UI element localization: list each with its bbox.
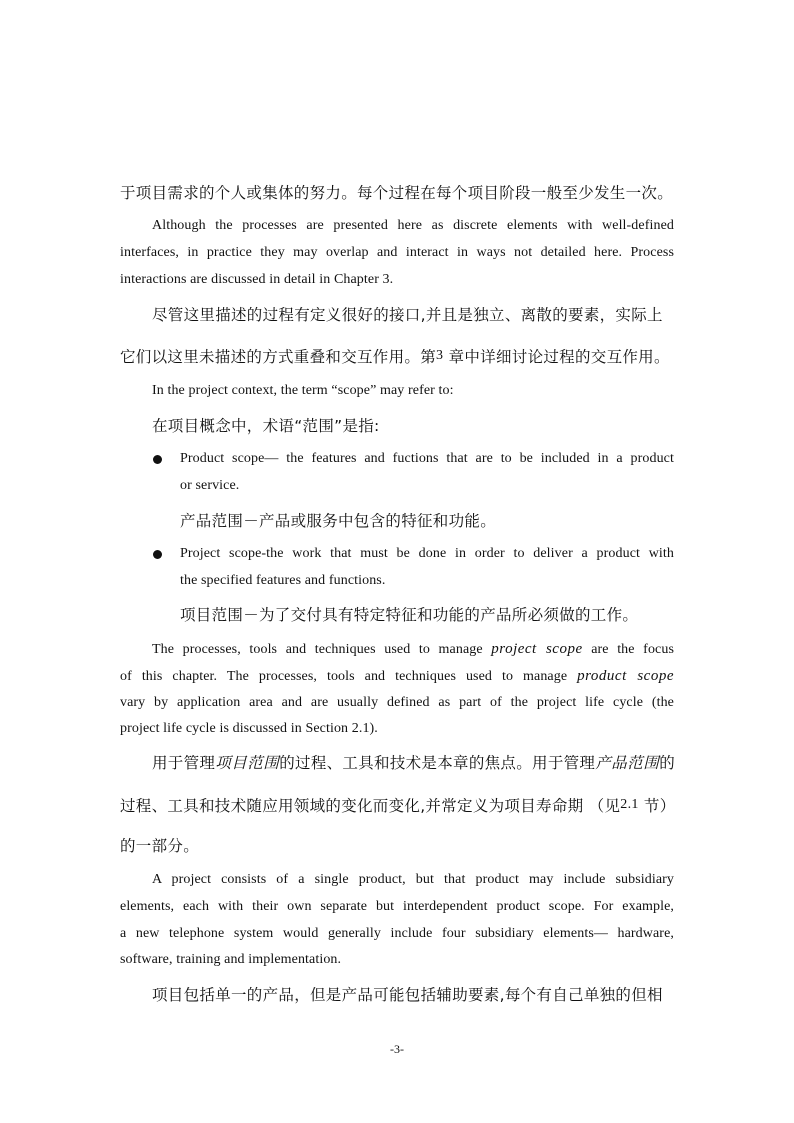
text-line: 在项目概念中，术语“范围”是指: [152,417,380,435]
italic-term: 项目范围 [215,755,280,772]
text-segment: 的 [659,754,676,772]
text-line: interactions are discussed in detail in Chapter 3. [120,272,394,287]
text-line: 尽管这里描述的过程有定义很好的接口,并且是独立、离散的要素，实际上 [152,306,663,324]
text-line [152,751,675,773]
text-segment: of this chapter. The processes, tools and techniques used to manage [120,669,568,684]
text-line [120,794,676,816]
text-line: the specified features and functions. [180,573,386,588]
bullet-icon [153,550,162,559]
text-line: project life cycle is discussed in Section 2.1). [120,721,378,736]
italic-term: project scope [491,641,583,657]
text-segment: 节） [643,797,676,815]
chapter-number: 3 [436,348,444,363]
text-line: vary by application area and are usually defined as part of the project life cycle (the [120,695,674,710]
text-line: a new telephone system would generally include four subsidiary elements— hardware, [120,926,674,941]
text-line: elements, each with their own separate but interdependent product scope. For example, [120,899,674,914]
text-line [152,641,674,658]
text-segment: 的过程、工具和技术是本章的焦点。用于管理 [279,754,596,772]
text-line: A project consists of a single product, but that product may include subsidiary [152,872,674,887]
bullet-icon [153,455,162,464]
text-line: In the project context, the term “scope” may refer to: [152,383,454,398]
text-line: 的一部分。 [120,837,200,855]
text-segment: 过程、工具和技术随应用领域的变化而变化,并常定义为项目寿命期 （见 [120,797,621,815]
text-segment: 章中详细讨论过程的交互作用。 [448,348,670,366]
text-line: 项目包括单一的产品，但是产品可能包括辅助要素,每个有自己单独的但相 [152,986,663,1004]
text-line: Project scope-the work that must be done in order to deliver a product with [180,546,674,561]
text-segment: are the focus [591,642,675,657]
text-line: 于项目需求的个人或集体的努力。每个过程在每个项目阶段一般至少发生一次。 [120,184,674,202]
text-line: 项目范围－为了交付具有特定特征和功能的产品所必须做的工作。 [180,606,639,624]
text-segment: 用于管理 [152,754,216,772]
text-line: Product scope— the features and fuctions that are to be included in a product [180,451,674,466]
italic-term: 产品范围 [595,755,660,772]
text-line [120,668,674,685]
text-segment: The processes, tools and techniques used to manage [152,642,483,657]
text-line [120,345,670,367]
section-number: 2.1 [620,797,639,812]
text-segment: 它们以这里未描述的方式重叠和交互作用。第 [120,348,437,366]
text-line: or service. [180,478,240,493]
text-line: 产品范围－产品或服务中包含的特征和功能。 [180,512,497,530]
text-line: software, training and implementation. [120,952,342,967]
page-number: -3- [390,1042,404,1056]
text-line: interfaces, in practice they may overlap and interact in ways not detailed here. Process [120,245,674,260]
italic-term: product scope [577,668,674,684]
text-line: Although the processes are presented here as discrete elements with well-defined [152,218,674,233]
